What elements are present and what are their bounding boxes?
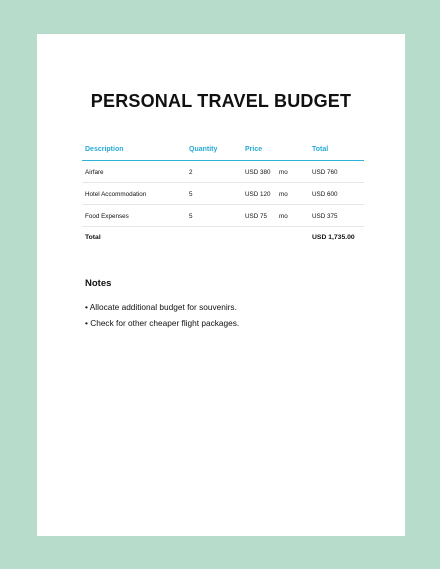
row-price: USD 75 bbox=[245, 213, 268, 220]
row-quantity: 2 bbox=[189, 169, 193, 176]
header-description: Description bbox=[85, 146, 124, 153]
notes-list bbox=[85, 299, 239, 331]
row-total: USD 760 bbox=[312, 169, 338, 176]
header-price: Price bbox=[245, 146, 263, 153]
row-total: USD 600 bbox=[312, 191, 338, 198]
total-label: Total bbox=[85, 234, 101, 241]
table-row bbox=[82, 183, 364, 205]
table-header-row bbox=[82, 142, 364, 161]
table-total-row bbox=[82, 227, 364, 248]
table-row bbox=[82, 161, 364, 183]
row-quantity: 5 bbox=[189, 191, 193, 198]
header-total: Total bbox=[312, 146, 329, 153]
note-item: • Allocate additional budget for souvenirs. bbox=[85, 302, 237, 312]
row-unit: mo bbox=[279, 169, 288, 176]
row-price: USD 120 bbox=[245, 191, 271, 198]
budget-table bbox=[82, 142, 364, 248]
table-row bbox=[82, 205, 364, 227]
row-unit: mo bbox=[279, 213, 288, 220]
row-description: Food Expenses bbox=[85, 213, 129, 220]
row-description: Airfare bbox=[85, 169, 104, 176]
document-title: PERSONAL TRAVEL BUDGET bbox=[90, 91, 352, 111]
document-page bbox=[37, 34, 405, 536]
total-value: USD 1,735.00 bbox=[312, 234, 355, 241]
note-item: • Check for other cheaper flight packages. bbox=[85, 318, 240, 328]
notes-title: Notes bbox=[85, 278, 112, 289]
row-description: Hotel Accommodation bbox=[85, 191, 147, 198]
row-total: USD 375 bbox=[312, 213, 338, 220]
header-quantity: Quantity bbox=[189, 146, 218, 153]
row-price: USD 380 bbox=[245, 169, 271, 176]
row-unit: mo bbox=[279, 191, 288, 198]
row-quantity: 5 bbox=[189, 213, 193, 220]
